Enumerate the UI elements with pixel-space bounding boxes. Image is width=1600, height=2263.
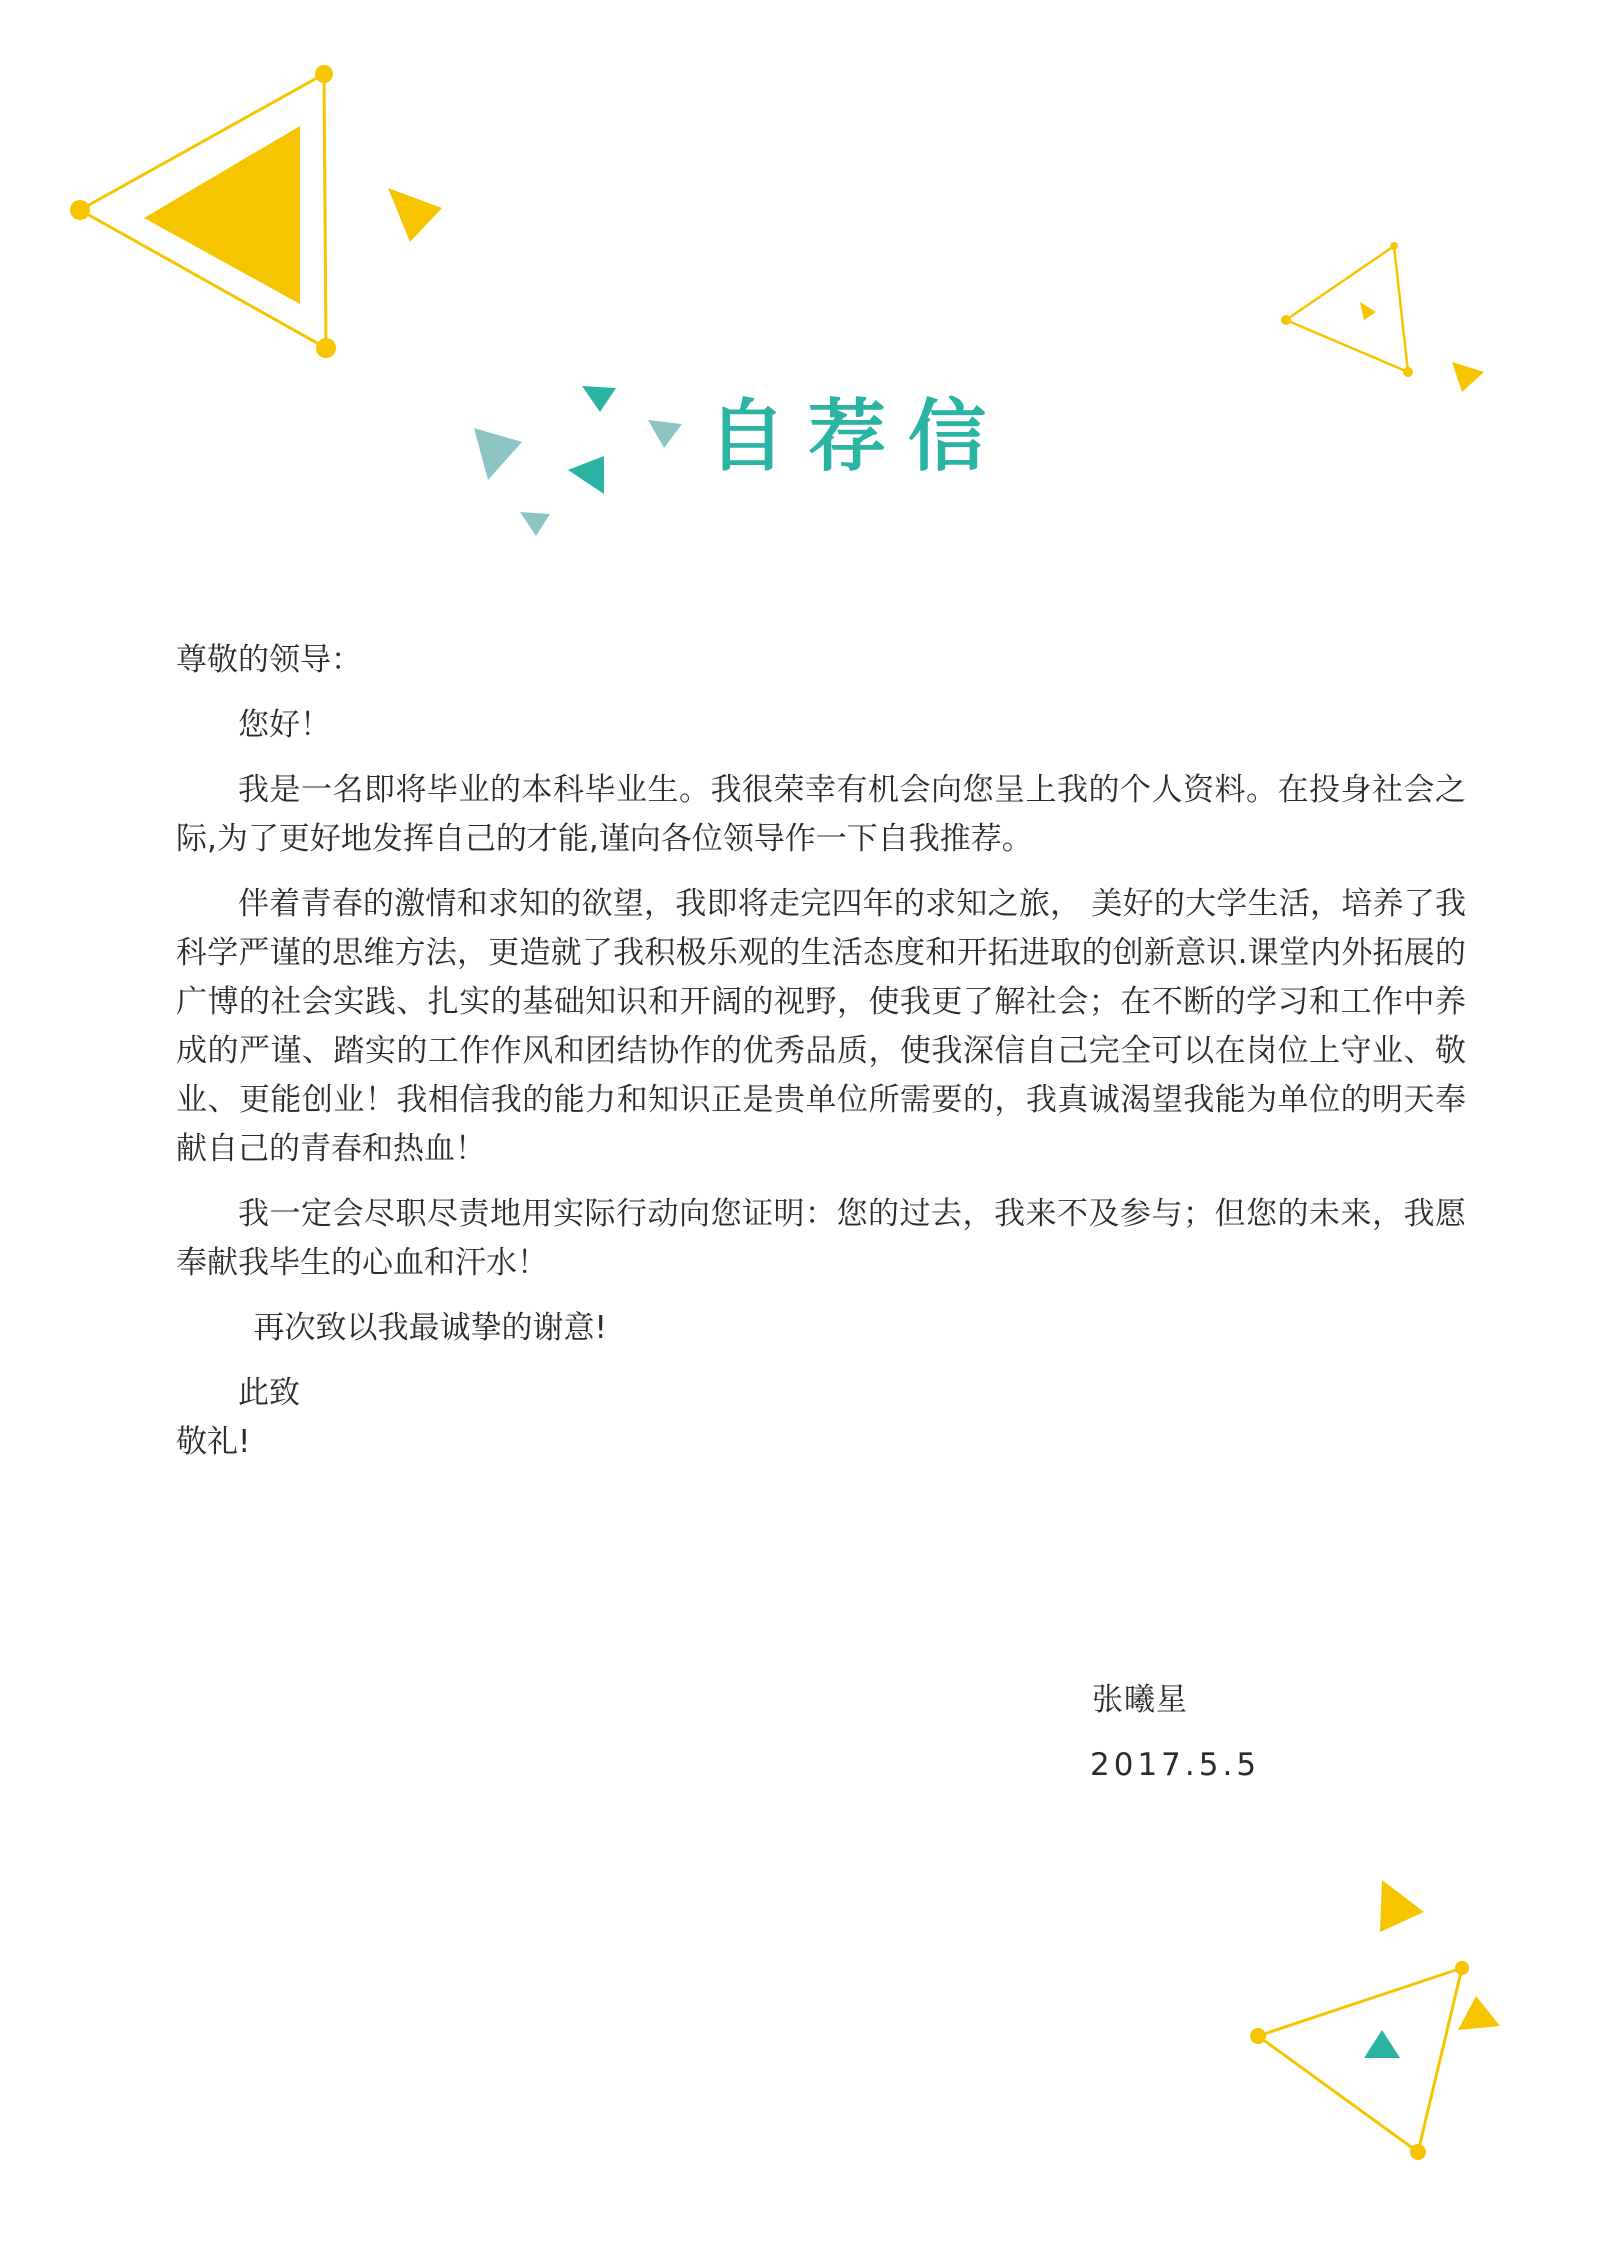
bottom-right-outline-triangle xyxy=(1250,1961,1469,2160)
teal-triangle-3 xyxy=(648,420,682,448)
thanks-line: 再次致以我最诚挚的谢意! xyxy=(253,1310,607,1346)
greeting: 您好！ xyxy=(238,707,331,743)
bottom-teal-triangle xyxy=(1364,2030,1400,2058)
top-left-solid-triangle xyxy=(144,126,300,304)
top-small-yellow-triangle xyxy=(388,188,442,242)
signature-block xyxy=(1090,1676,1260,1790)
salutation: 尊敬的领导： xyxy=(176,642,362,678)
bottom-yellow-triangle-2 xyxy=(1458,1996,1500,2030)
page-title: 自荐信 xyxy=(708,392,1009,482)
signature-date: 2017.5.5 xyxy=(1090,1747,1261,1783)
teal-triangle-4 xyxy=(568,456,604,494)
teal-triangle-2 xyxy=(474,428,522,480)
letter-body xyxy=(176,636,1466,1467)
paragraph-2: 伴着青春的激情和求知的欲望，我即将走完四年的求知之旅， 美好的大学生活，培养了我科学严谨的思维方法，更造就了我积极乐观的生活态度和开拓进取的创新意识.课堂内外拓展的广博的社会实践、扎实的基础知识和开阔的视野，使我更了解社会；在不断的学习和工作中养成的严谨、踏实的工作作风和团结协作的优秀品质，使我深信自己完全可以在岗位上守业、敬业、更能创业！我相信我的能力和知识正是贵单位所需要的，我真诚渴望我能为单位的明天奉献自己的青春和热血！ xyxy=(176,886,1466,1167)
paragraph-1: 我是一名即将毕业的本科毕业生。我很荣幸有机会向您呈上我的个人资料。在投身社会之际,为了更好地发挥自己的才能,谨向各位领导作一下自我推荐。 xyxy=(176,772,1466,857)
top-right-yellow-triangle xyxy=(1452,362,1484,392)
closing-line-1: 此致 xyxy=(238,1375,300,1411)
teal-triangle-5 xyxy=(520,512,550,536)
teal-triangle-1 xyxy=(582,386,616,412)
closing-line-2: 敬礼! xyxy=(176,1424,251,1460)
top-right-tiny-yellow-triangle xyxy=(1360,302,1376,320)
paragraph-3: 我一定会尽职尽责地用实际行动向您证明：您的过去，我来不及参与；但您的未来，我愿奉献我毕生的心血和汗水！ xyxy=(176,1196,1466,1281)
bottom-yellow-triangle-1 xyxy=(1380,1880,1424,1932)
top-right-outline-triangle xyxy=(1281,242,1413,377)
signature-name: 张曦星 xyxy=(1092,1682,1188,1718)
